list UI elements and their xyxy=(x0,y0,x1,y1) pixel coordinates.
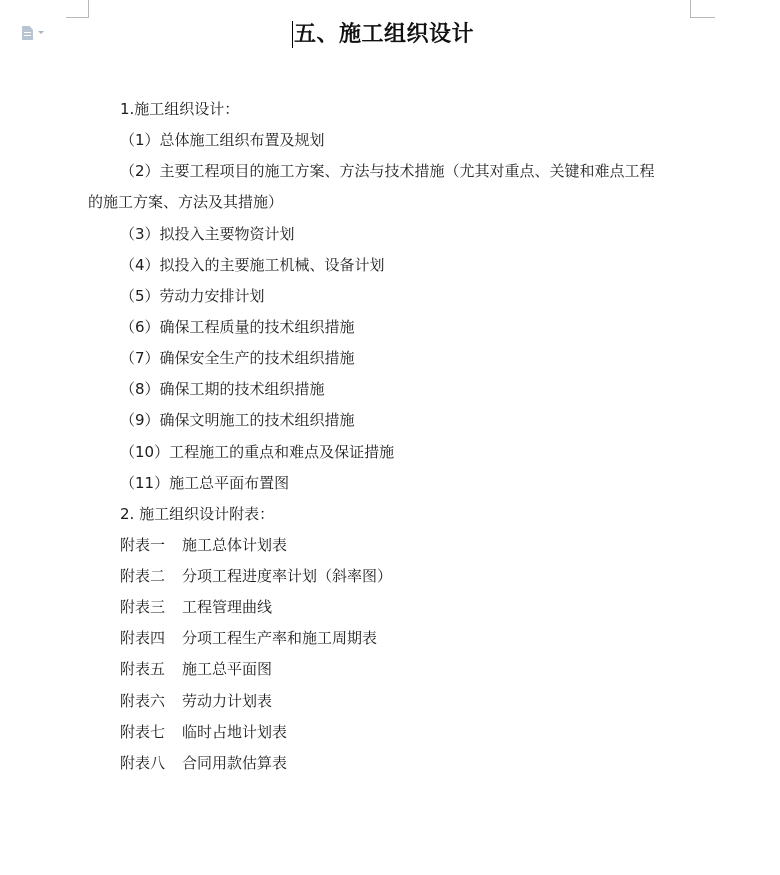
list-item-continuation: 的施工方案、方法及其措施） xyxy=(88,193,284,211)
appendix-item xyxy=(120,597,272,617)
list-item: （11）施工总平面布置图 xyxy=(120,474,290,492)
list-item: （6）确保工程质量的技术组织措施 xyxy=(120,318,355,336)
appendix-text: 劳动力计划表 xyxy=(182,692,273,710)
appendix-label: 附表二 xyxy=(120,567,166,585)
appendix-text: 分项工程生产率和施工周期表 xyxy=(182,629,378,647)
page-icon-line xyxy=(24,32,31,33)
list-item: （8）确保工期的技术组织措施 xyxy=(120,380,325,398)
list-item: （10）工程施工的重点和难点及保证措施 xyxy=(120,443,395,461)
appendix-text: 施工总平面图 xyxy=(182,660,273,678)
page-icon-line xyxy=(24,35,31,36)
appendix-label: 附表五 xyxy=(120,660,166,678)
appendix-item xyxy=(120,566,392,586)
document-icon[interactable] xyxy=(22,26,52,42)
appendix-label: 附表七 xyxy=(120,723,166,741)
appendix-text: 合同用款估算表 xyxy=(182,754,288,772)
list-item: （9）确保文明施工的技术组织措施 xyxy=(120,411,355,429)
list-item: （5）劳动力安排计划 xyxy=(120,287,265,305)
document-title: 五、施工组织设计 xyxy=(294,22,475,47)
list-item: （2）主要工程项目的施工方案、方法与技术措施（尤其对重点、关键和难点工程 xyxy=(120,162,655,180)
appendix-item xyxy=(120,722,287,742)
page-corner-mark-top-right xyxy=(690,0,715,18)
list-item: （4）拟投入的主要施工机械、设备计划 xyxy=(120,256,385,274)
appendix-item xyxy=(120,628,377,648)
appendix-label: 附表一 xyxy=(120,536,166,554)
appendix-label: 附表六 xyxy=(120,692,166,710)
appendix-label: 附表四 xyxy=(120,629,166,647)
appendix-label: 附表八 xyxy=(120,754,166,772)
page-corner-mark-top-left xyxy=(66,0,89,18)
appendix-item xyxy=(120,753,287,773)
page-icon xyxy=(22,26,33,40)
section-heading-1: 1.施工组织设计： xyxy=(120,100,240,118)
list-item: （7）确保安全生产的技术组织措施 xyxy=(120,349,355,367)
list-item: （1）总体施工组织布置及规划 xyxy=(120,131,325,149)
text-cursor xyxy=(292,21,293,48)
appendix-item xyxy=(120,535,287,555)
section-heading-2: 2. 施工组织设计附表： xyxy=(120,505,275,523)
appendix-item xyxy=(120,691,272,711)
appendix-item xyxy=(120,659,272,679)
chevron-down-icon xyxy=(38,31,44,34)
appendix-label: 附表三 xyxy=(120,598,166,616)
appendix-text: 施工总体计划表 xyxy=(182,536,288,554)
appendix-text: 临时占地计划表 xyxy=(182,723,288,741)
appendix-text: 工程管理曲线 xyxy=(182,598,273,616)
list-item: （3）拟投入主要物资计划 xyxy=(120,225,295,243)
appendix-text: 分项工程进度率计划（斜率图） xyxy=(182,567,393,585)
